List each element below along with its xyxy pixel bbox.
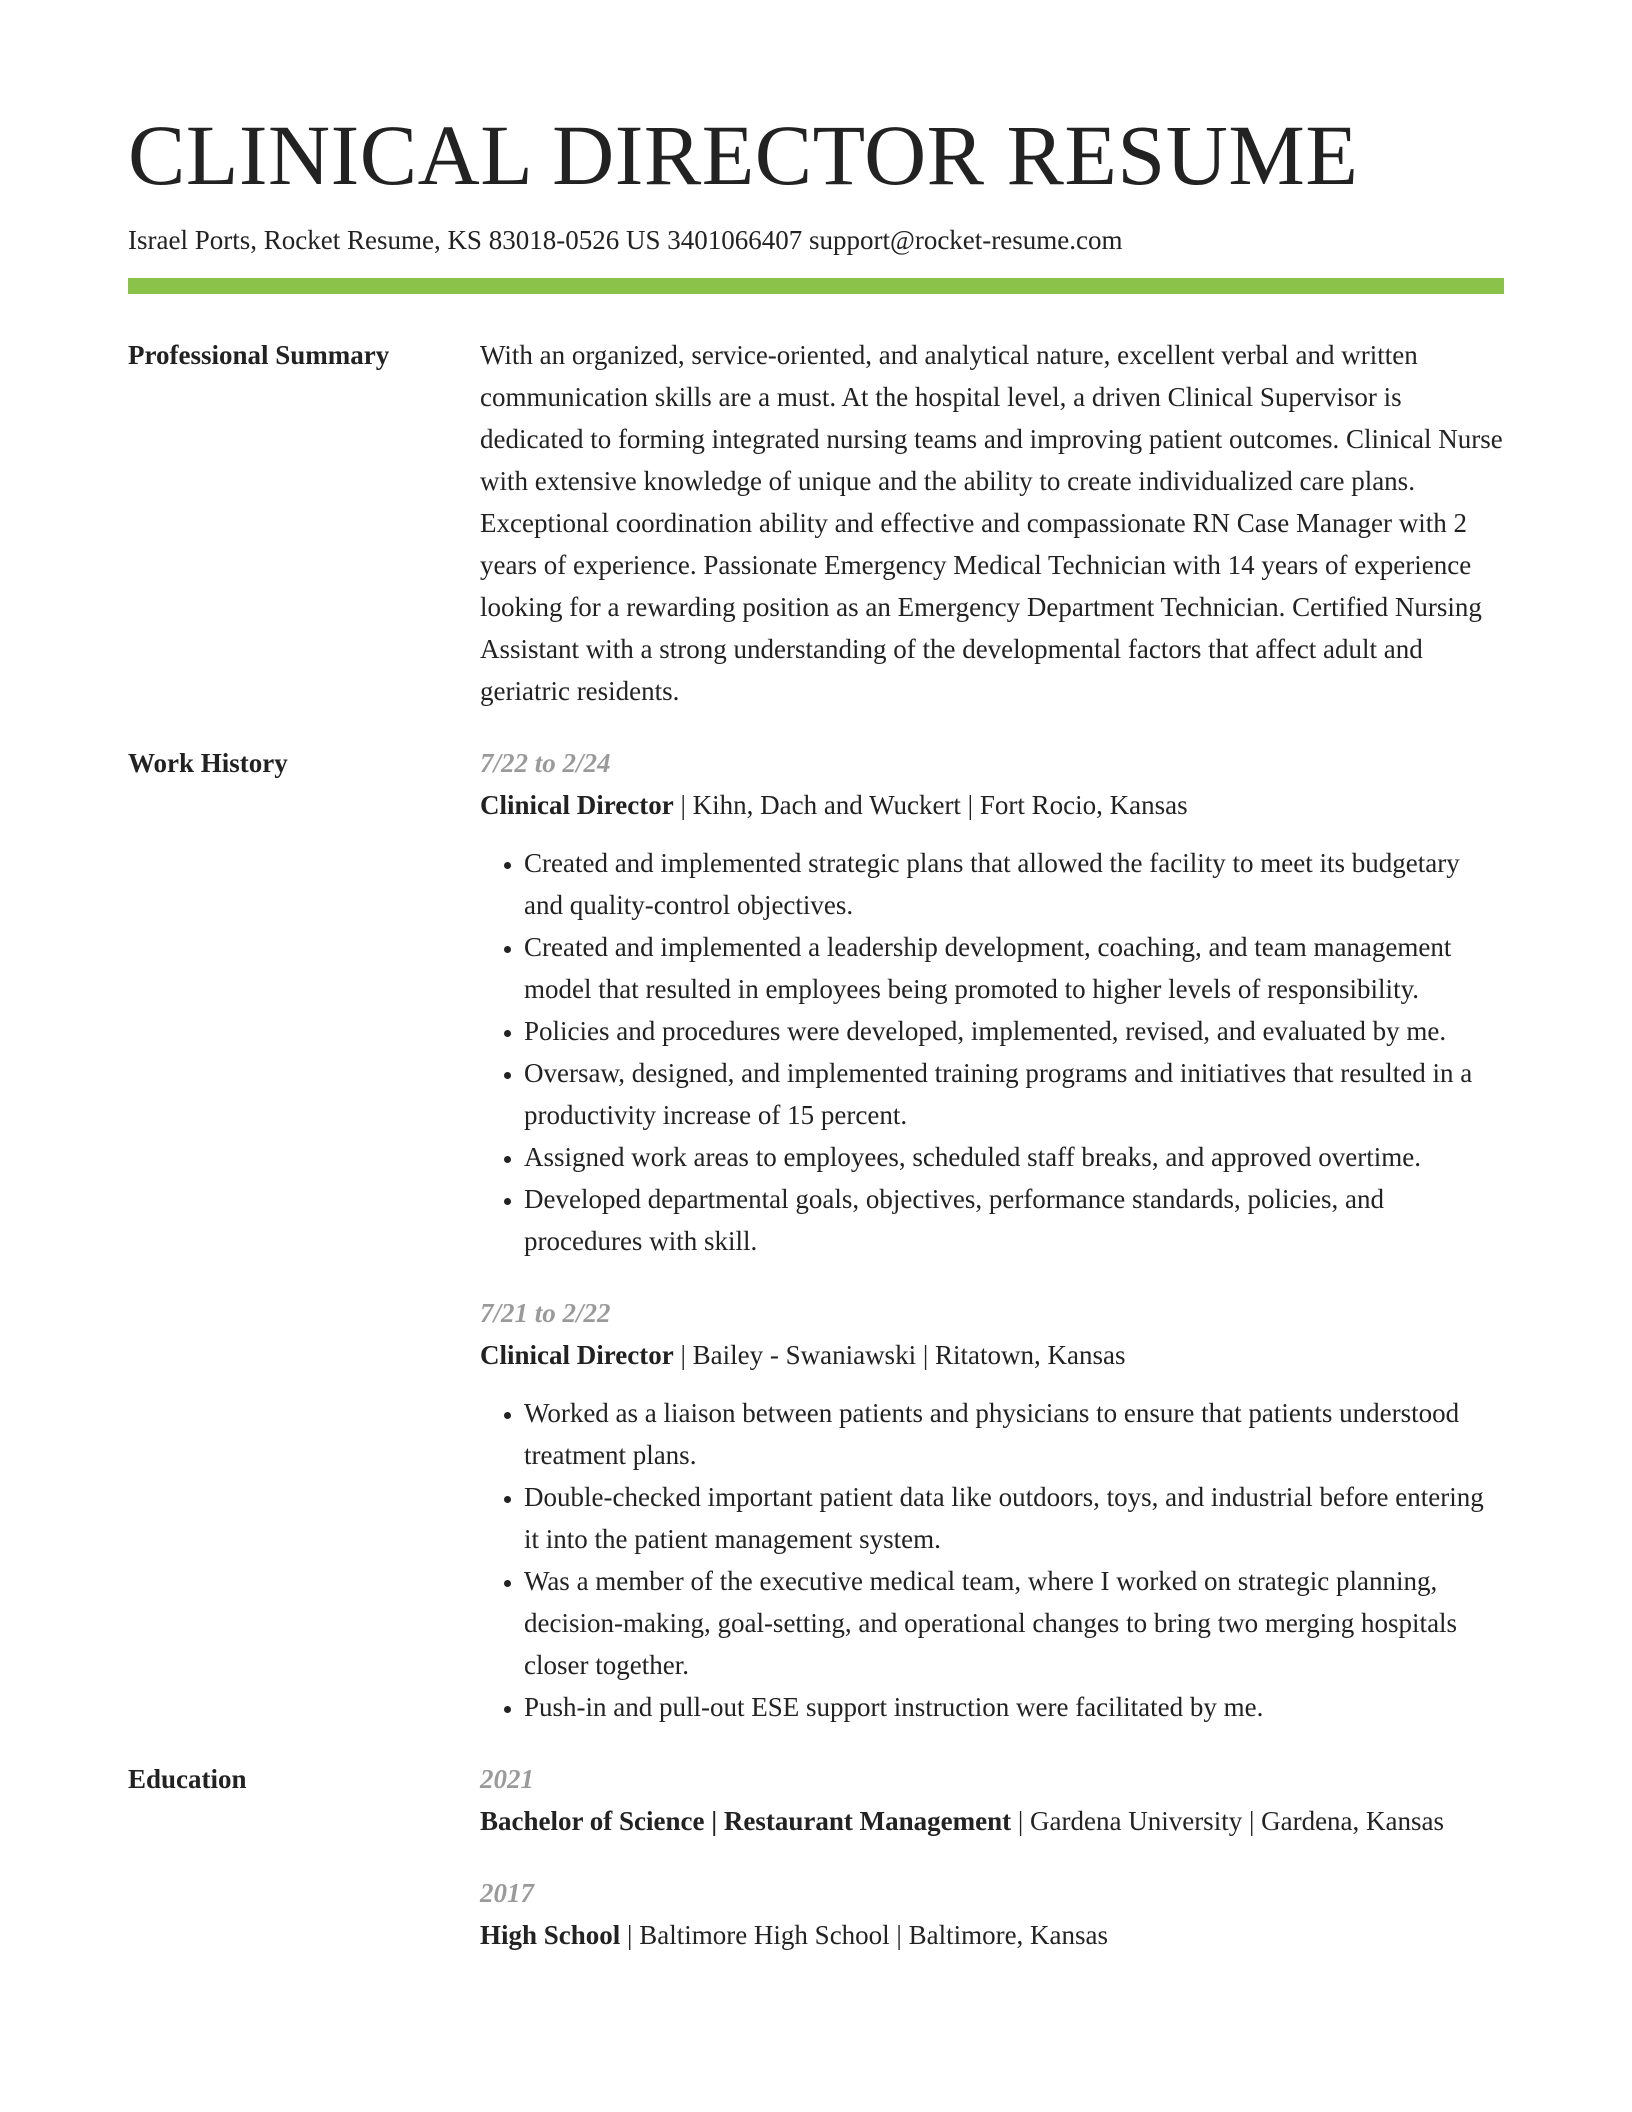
- education-degree: High School: [480, 1920, 621, 1951]
- job-bullet: • Developed departmental goals, objectives, performance standards, policies, and procedures with skill.: [524, 1178, 1504, 1262]
- job-entry: [480, 1292, 1504, 1728]
- job-bullet: • Was a member of the executive medical team, where I worked on strategic planning, decision-making, goal-setting, and operational changes to bring two merging hospitals closer together.: [524, 1560, 1504, 1686]
- job-bullet-list: [480, 1392, 1504, 1728]
- job-bullet: • Double-checked important patient data like outdoors, toys, and industrial before entering it into the patient management system.: [524, 1476, 1504, 1560]
- resume-title: CLINICAL DIRECTOR RESUME: [128, 107, 1359, 203]
- job-bullet: • Oversaw, designed, and implemented training programs and initiatives that resulted in a productivity increase of 15 percent.: [524, 1052, 1504, 1136]
- job-bullet: • Push-in and pull-out ESE support instruction were facilitated by me.: [524, 1686, 1504, 1728]
- work-history-body: [480, 742, 1504, 1728]
- job-bullet: • Policies and procedures were developed, implemented, revised, and evaluated by me.: [524, 1010, 1504, 1052]
- contact-line: Israel Ports, Rocket Resume, KS 83018-0526 US 3401066407 support@rocket-resume.com: [128, 225, 1123, 255]
- header-divider: [128, 278, 1504, 294]
- work-history-label: Work History: [128, 748, 288, 779]
- job-title: Clinical Director: [480, 1340, 674, 1371]
- job-dates: 7/21 to 2/22: [480, 1298, 611, 1329]
- education-line: [480, 1914, 1504, 1956]
- education-entry: [480, 1758, 1504, 1842]
- job-role-line: [480, 784, 1504, 826]
- job-company-location: | Bailey - Swaniawski | Ritatown, Kansas: [673, 1340, 1126, 1371]
- summary-body: [480, 334, 1504, 712]
- education-degree: Bachelor of Science | Restaurant Management: [480, 1806, 1012, 1837]
- education-line: [480, 1800, 1504, 1842]
- job-bullet: • Assigned work areas to employees, scheduled staff breaks, and approved overtime.: [524, 1136, 1504, 1178]
- summary-label: Professional Summary: [128, 340, 390, 371]
- job-bullet: • Created and implemented strategic plans that allowed the facility to meet its budgetary and quality-control objectives.: [524, 842, 1504, 926]
- job-company-location: | Kihn, Dach and Wuckert | Fort Rocio, Kansas: [673, 790, 1188, 821]
- job-bullet-list: [480, 842, 1504, 1262]
- education-body: [480, 1758, 1504, 1956]
- education-entry: [480, 1872, 1504, 1956]
- education-section: [128, 1758, 1504, 1956]
- job-bullet: • Created and implemented a leadership development, coaching, and team management model that resulted in employees being promoted to higher levels of responsibility.: [524, 926, 1504, 1010]
- education-school-location: | Baltimore High School | Baltimore, Kansas: [620, 1920, 1109, 1951]
- job-entry: [480, 742, 1504, 1262]
- work-history-section: [128, 742, 1504, 1728]
- education-year: 2017: [480, 1878, 534, 1909]
- education-label: Education: [128, 1764, 247, 1795]
- job-role-line: [480, 1334, 1504, 1376]
- summary-section: [128, 334, 1504, 712]
- job-title: Clinical Director: [480, 790, 674, 821]
- job-dates: 7/22 to 2/24: [480, 748, 611, 779]
- education-school-location: | Gardena University | Gardena, Kansas: [1011, 1806, 1445, 1837]
- summary-text: With an organized, service-oriented, and analytical nature, excellent verbal and written communication skills are a must. At the hospital level, a driven Clinical Supervisor is dedicated to forming integrated nursing teams and improving patient outcomes. Clinical Nurse with extensive knowledge of unique and the ability to create individualized care plans. Exceptional coordination ability and effective and compassionate RN Case Manager with 2 years of experience. Passionate Emergency Medical Technician with 14 years of experience looking for a rewarding position as an Emergency Department Technician. Certified Nursing Assistant with a strong understanding of the developmental factors that affect adult and geriatric residents.: [480, 340, 1503, 707]
- job-bullet: • Worked as a liaison between patients and physicians to ensure that patients understood treatment plans.: [524, 1392, 1504, 1476]
- education-year: 2021: [480, 1764, 534, 1795]
